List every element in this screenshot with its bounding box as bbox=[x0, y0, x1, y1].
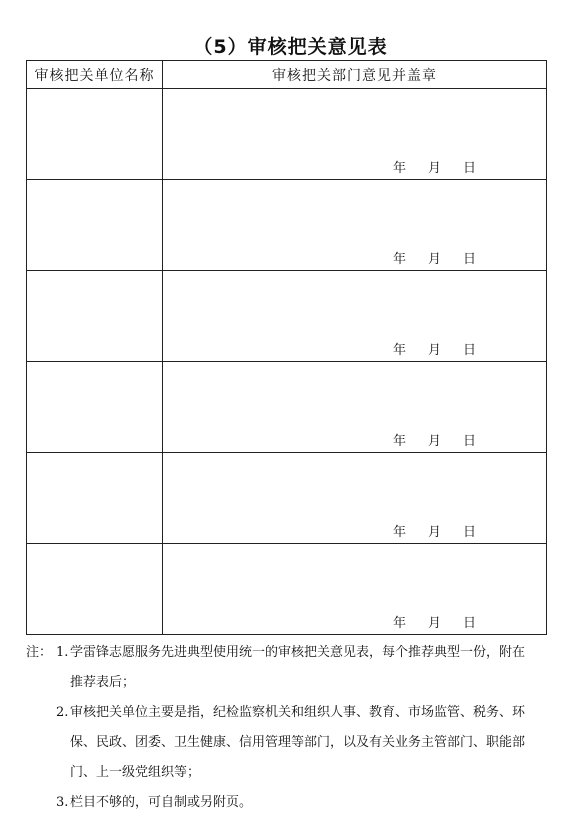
unit-name-cell[interactable] bbox=[27, 453, 163, 544]
review-opinion-table bbox=[26, 60, 547, 635]
year-label: 年 bbox=[392, 252, 406, 267]
day-label: 日 bbox=[462, 343, 476, 358]
date-line bbox=[163, 157, 546, 179]
notes-section bbox=[26, 638, 551, 818]
date-line bbox=[163, 248, 546, 270]
header-unit-name: 审核把关单位名称 bbox=[27, 61, 163, 89]
month-label: 月 bbox=[427, 434, 441, 449]
table-header-row bbox=[27, 61, 547, 89]
note-text: 门、上一级党组织等； bbox=[70, 765, 201, 780]
note-number: 2. bbox=[56, 705, 69, 720]
form-title: （5）审核把关意见表 bbox=[193, 36, 388, 58]
date-line bbox=[163, 612, 546, 634]
year-label: 年 bbox=[392, 434, 406, 449]
opinion-cell[interactable] bbox=[163, 362, 547, 453]
day-label: 日 bbox=[462, 434, 476, 449]
month-label: 月 bbox=[427, 161, 441, 176]
year-label: 年 bbox=[392, 161, 406, 176]
year-label: 年 bbox=[392, 525, 406, 540]
note-text: 保、民政、团委、卫生健康、信用管理等部门，以及有关业务主管部门、职能部 bbox=[70, 735, 526, 750]
opinion-cell[interactable] bbox=[163, 180, 547, 271]
date-line bbox=[163, 430, 546, 452]
day-label: 日 bbox=[462, 161, 476, 176]
month-label: 月 bbox=[427, 252, 441, 267]
unit-name-cell[interactable] bbox=[27, 362, 163, 453]
date-line bbox=[163, 521, 546, 543]
note-text: 学雷锋志愿服务先进典型使用统一的审核把关意见表，每个推荐典型一份，附在 bbox=[70, 645, 526, 660]
table-row bbox=[27, 453, 547, 544]
note-text: 栏目不够的，可自制或另附页。 bbox=[70, 795, 253, 810]
month-label: 月 bbox=[427, 616, 441, 631]
opinion-cell[interactable] bbox=[163, 544, 547, 635]
note-item bbox=[26, 698, 551, 728]
table-row bbox=[27, 89, 547, 180]
note-item bbox=[26, 788, 551, 818]
year-label: 年 bbox=[392, 616, 406, 631]
day-label: 日 bbox=[462, 252, 476, 267]
year-label: 年 bbox=[392, 343, 406, 358]
day-label: 日 bbox=[462, 616, 476, 631]
table-row bbox=[27, 362, 547, 453]
opinion-cell[interactable] bbox=[163, 453, 547, 544]
note-text: 推荐表后； bbox=[70, 675, 136, 690]
note-number: 1. bbox=[56, 645, 69, 660]
unit-name-cell[interactable] bbox=[27, 271, 163, 362]
table-row bbox=[27, 544, 547, 635]
header-department-opinion: 审核把关部门意见并盖章 bbox=[163, 61, 547, 89]
day-label: 日 bbox=[462, 525, 476, 540]
opinion-cell[interactable] bbox=[163, 271, 547, 362]
month-label: 月 bbox=[427, 343, 441, 358]
month-label: 月 bbox=[427, 525, 441, 540]
table-row bbox=[27, 180, 547, 271]
notes-prefix: 注： bbox=[26, 645, 53, 660]
note-number: 3. bbox=[56, 795, 69, 810]
note-text: 审核把关单位主要是指，纪检监察机关和组织人事、教育、市场监管、税务、环 bbox=[70, 705, 526, 720]
table-row bbox=[27, 271, 547, 362]
date-line bbox=[163, 339, 546, 361]
opinion-cell[interactable] bbox=[163, 89, 547, 180]
note-item bbox=[26, 638, 551, 668]
unit-name-cell[interactable] bbox=[27, 544, 163, 635]
unit-name-cell[interactable] bbox=[27, 180, 163, 271]
unit-name-cell[interactable] bbox=[27, 89, 163, 180]
